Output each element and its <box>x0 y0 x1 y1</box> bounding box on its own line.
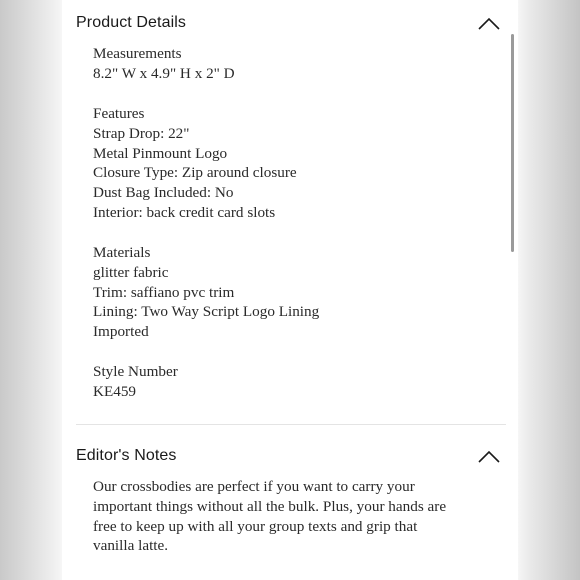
measurements-block <box>93 44 235 84</box>
notes-line: Our crossbodies are perfect if you want to carry your <box>93 478 415 495</box>
background-left <box>0 0 62 580</box>
features-block <box>93 104 297 223</box>
chevron-up-icon[interactable] <box>478 16 500 30</box>
notes-line: free to keep up with all your group texts and grip that <box>93 517 418 535</box>
notes-line: vanilla latte. <box>93 537 169 555</box>
features-heading: Features <box>93 105 145 122</box>
feature-item: Interior: back credit card slots <box>93 203 276 221</box>
editors-notes-title: Editor's Notes <box>76 447 177 464</box>
material-item: Trim: saffiano pvc trim <box>93 283 235 301</box>
style-number-block <box>93 362 178 402</box>
materials-heading: Materials <box>93 244 151 261</box>
material-item: glitter fabric <box>93 263 169 281</box>
material-item: Imported <box>93 323 149 341</box>
measurements-heading: Measurements <box>93 45 182 62</box>
materials-block <box>93 243 319 342</box>
feature-item: Strap Drop: 22" <box>93 124 190 142</box>
feature-item: Dust Bag Included: No <box>93 184 234 202</box>
style-number-heading: Style Number <box>93 363 178 380</box>
chevron-up-icon[interactable] <box>478 449 500 463</box>
measurements-value: 8.2" W x 4.9" H x 2" D <box>93 64 235 82</box>
material-item: Lining: Two Way Script Logo Lining <box>93 303 320 321</box>
editors-notes-text <box>93 477 493 556</box>
editors-notes-header[interactable] <box>76 443 506 473</box>
product-info-panel <box>62 0 518 580</box>
product-details-header[interactable] <box>76 10 506 40</box>
scrollbar-thumb[interactable] <box>511 34 514 252</box>
style-number-value: KE459 <box>93 382 137 400</box>
feature-item: Metal Pinmount Logo <box>93 144 228 162</box>
background-right <box>518 0 580 580</box>
feature-item: Closure Type: Zip around closure <box>93 164 297 182</box>
section-divider <box>76 424 506 425</box>
product-details-title: Product Details <box>76 14 186 31</box>
notes-line: important things without all the bulk. Plus, your hands are <box>93 497 447 515</box>
